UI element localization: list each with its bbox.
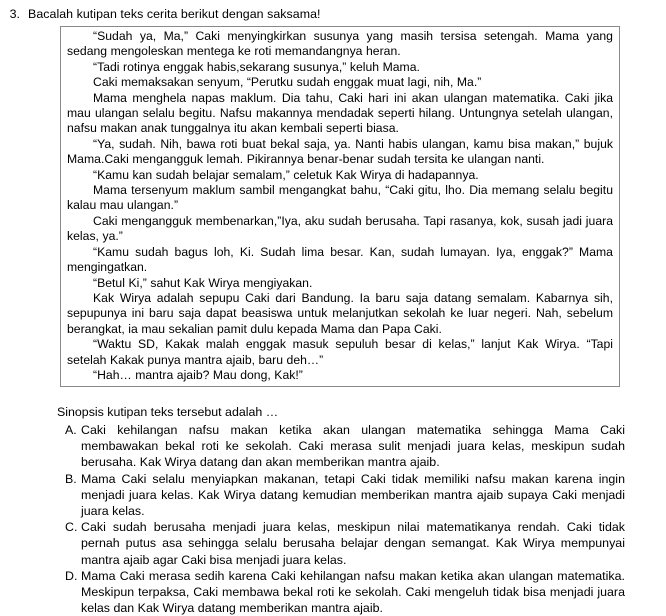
option-letter: B. xyxy=(65,471,77,486)
question-header xyxy=(0,0,666,22)
passage-box xyxy=(60,26,620,387)
passage-paragraph: Kak Wirya adalah sepupu Caki dari Bandung. Ia baru saja datang semalam. Kabarnya sih, sepupunya ini baru saja dapat beasiswa untuk melanjutkan sekolah ke luar negeri. Nah, sebelum berangkat, ia mau sekalian pamit dulu kepada Mama dan Papa Caki. xyxy=(67,290,613,336)
option-text: Mama Caki merasa sedih karena Caki kehilangan nafsu makan ketika akan ulangan matematika. Meskipun terpaksa, Caki membawa bekal roti ke sekolah. Caki mengeluh tidak bisa menjadi juara kelas dan Kak Wirya datang memberikan mantra ajaib. xyxy=(81,568,625,616)
passage-paragraph: “Waktu SD, Kakak malah enggak masuk sepuluh besar di kelas,” lanjut Kak Wirya. “Tapi setelah Kakak punya mantra ajaib, baru deh…” xyxy=(67,337,613,367)
option-text: Mama Caki selalu menyiapkan makanan, tetapi Caki tidak memiliki nafsu makan karena ingin menjadi juara kelas. Kak Wirya datang kemudian memberikan mantra ajaib supaya Caki menjadi juara kelas. xyxy=(81,471,625,519)
answer-lead-in: Sinopsis kutipan teks tersebut adalah … xyxy=(57,405,279,419)
answer-options-list xyxy=(57,422,625,616)
option-text: Caki kehilangan nafsu makan ketika akan ulangan matematika sehingga Mama Caki membawakan bekal roti ke sekolah. Caki merasa sulit menjadi juara kelas, meskipun sudah berusaha. Kak Wirya datang dan akan memberikan mantra ajaib. xyxy=(81,423,625,470)
passage-paragraph: “Tadi rotinya enggak habis,sekarang susunya,” keluh Mama. xyxy=(93,59,420,74)
passage-paragraph: “Betul Ki,” sahut Kak Wirya mengiyakan. xyxy=(93,275,313,290)
question-stem: Bacalah kutipan teks cerita berikut dengan saksama! xyxy=(28,7,321,21)
answer-option-d[interactable] xyxy=(57,568,625,616)
passage-paragraph: Mama tersenyum maklum sambil mengangkat bahu, “Caki gitu, lho. Dia memang selalu begitu kalau mau ulangan.” xyxy=(67,183,613,213)
passage-paragraph: “Ya, sudah. Nih, bawa roti buat bekal saja, ya. Nanti habis ulangan, kamu bisa makan,” bujuk Mama.Caki mengangguk lemah. Pikirannya benar-benar sudah tersita ke ulangan nanti. xyxy=(67,136,613,167)
passage-paragraph: “Sudah ya, Ma,” Caki menyingkirkan susunya yang masih tersisa setengah. Mama yang sedang mengoleskan mentega ke roti memandangnya heran. xyxy=(67,29,613,59)
option-text: Caki sudah berusaha menjadi juara kelas, meskipun nilai matematikanya rendah. Caki tidak pernah putus asa sehingga selalu berusaha belajar dengan semangat. Kak Wirya mempunyai mantra ajaib agar Caki bisa menjadi juara kelas. xyxy=(81,520,625,567)
passage-paragraph: Mama menghela napas maklum. Dia tahu, Caki hari ini akan ulangan matematika. Caki jika mau ulangan selalu begitu. Nafsu makannya mendadak seperti hilang. Untungnya setelah ulangan, nafsu makan anak tunggalnya itu akan kembali seperti biasa. xyxy=(67,90,613,136)
option-letter: C. xyxy=(65,520,78,535)
passage-paragraph: Caki mengangguk membenarkan,”Iya, aku sudah berusaha. Tapi rasanya, kok, susah jadi juara kelas, ya.” xyxy=(67,213,613,244)
answer-option-c[interactable] xyxy=(57,519,625,568)
option-letter: A. xyxy=(65,423,77,437)
passage-paragraph: “Kamu kan sudah belajar semalam,” celetuk Kak Wirya di hadapannya. xyxy=(93,167,479,182)
answer-option-b[interactable] xyxy=(57,471,625,520)
passage-paragraph: Caki memaksakan senyum, “Perutku sudah enggak muat lagi, nih, Ma.” xyxy=(93,75,482,90)
passage-paragraph: “Kamu sudah bagus loh, Ki. Sudah lima besar. Kan, sudah lumayan. Iya, enggak?” Mama mengingatkan. xyxy=(67,244,613,275)
passage-paragraph: “Hah… mantra ajaib? Mau dong, Kak!” xyxy=(93,367,303,382)
answer-option-a[interactable] xyxy=(57,422,625,471)
option-letter: D. xyxy=(65,568,78,583)
question-number: 3. xyxy=(9,7,20,21)
